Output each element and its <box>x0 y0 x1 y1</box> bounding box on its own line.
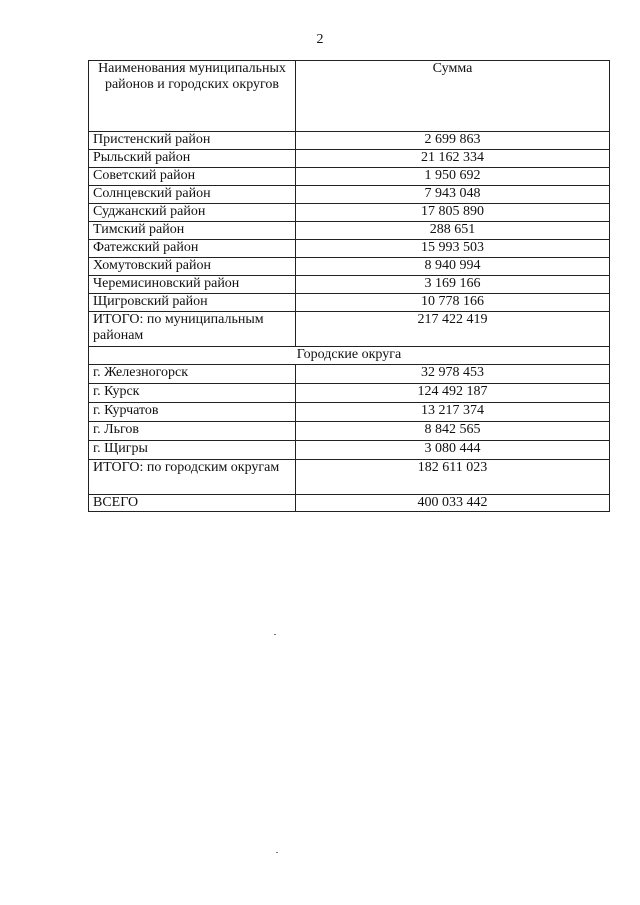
table-row <box>89 384 610 403</box>
cities-total-sum: 182 611 023 <box>296 460 610 495</box>
district-sum: 288 651 <box>296 222 610 240</box>
table-row <box>89 150 610 168</box>
district-sum: 7 943 048 <box>296 186 610 204</box>
district-name: Тимский район <box>89 222 296 240</box>
district-sum: 21 162 334 <box>296 150 610 168</box>
page-number: 2 <box>316 32 324 47</box>
table-row <box>89 365 610 384</box>
cities-total-row <box>89 460 610 495</box>
district-name: Суджанский район <box>89 204 296 222</box>
table-row <box>89 276 610 294</box>
section-title: Городские округа <box>89 347 610 365</box>
city-sum: 32 978 453 <box>296 365 610 384</box>
table-row <box>89 168 610 186</box>
header-sum-cell: Сумма <box>296 61 610 132</box>
scan-speck <box>276 852 278 853</box>
district-name: Фатежский район <box>89 240 296 258</box>
district-name: Черемисиновский район <box>89 276 296 294</box>
city-sum: 13 217 374 <box>296 403 610 422</box>
city-name: г. Курск <box>89 384 296 403</box>
districts-total-sum: 217 422 419 <box>296 312 610 347</box>
table-row <box>89 422 610 441</box>
city-sum: 124 492 187 <box>296 384 610 403</box>
district-name: Солнцевский район <box>89 186 296 204</box>
table-row <box>89 258 610 276</box>
district-name: Хомутовский район <box>89 258 296 276</box>
table-row <box>89 186 610 204</box>
grand-total-sum: 400 033 442 <box>296 495 610 512</box>
cities-total-label: ИТОГО: по городским округам <box>89 460 296 495</box>
district-sum: 2 699 863 <box>296 132 610 150</box>
city-name: г. Льгов <box>89 422 296 441</box>
district-sum: 17 805 890 <box>296 204 610 222</box>
districts-total-label: ИТОГО: по муниципальным районам <box>89 312 296 347</box>
city-name: г. Железногорск <box>89 365 296 384</box>
table-row <box>89 132 610 150</box>
district-name: Пристенский район <box>89 132 296 150</box>
grand-total-label: ВСЕГО <box>89 495 296 512</box>
table-row <box>89 240 610 258</box>
district-sum: 3 169 166 <box>296 276 610 294</box>
district-sum: 10 778 166 <box>296 294 610 312</box>
city-sum: 8 842 565 <box>296 422 610 441</box>
table-header-row <box>89 61 610 132</box>
table-row <box>89 403 610 422</box>
budget-table <box>88 60 610 512</box>
city-name: г. Щигры <box>89 441 296 460</box>
district-name: Рыльский район <box>89 150 296 168</box>
district-name: Щигровский район <box>89 294 296 312</box>
table-row <box>89 441 610 460</box>
section-header-row <box>89 347 610 365</box>
district-sum: 15 993 503 <box>296 240 610 258</box>
districts-total-row <box>89 312 610 347</box>
district-name: Советский район <box>89 168 296 186</box>
district-sum: 1 950 692 <box>296 168 610 186</box>
scan-speck <box>274 634 276 635</box>
district-sum: 8 940 994 <box>296 258 610 276</box>
header-name-cell: Наименования муниципальных районов и городских округов <box>89 61 296 132</box>
grand-total-row <box>89 495 610 512</box>
city-sum: 3 080 444 <box>296 441 610 460</box>
table-row <box>89 294 610 312</box>
table-row <box>89 222 610 240</box>
city-name: г. Курчатов <box>89 403 296 422</box>
table-row <box>89 204 610 222</box>
